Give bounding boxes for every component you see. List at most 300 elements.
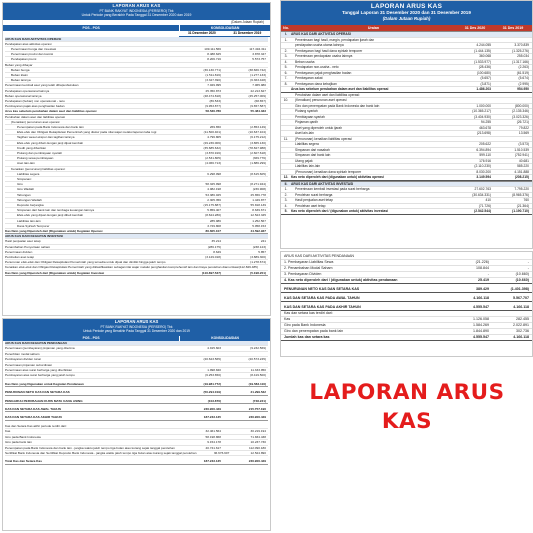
row-value-current: (2.542.544) — [474, 209, 491, 213]
row-value-prior: (1.317.166) — [512, 59, 529, 64]
row-value-current — [456, 38, 494, 43]
row-value-current: 463.678 — [479, 125, 491, 130]
row-label: Pembayaran bagi hasil dana syirkah temporer — [295, 48, 363, 53]
row-value-current: 7.029.995 — [207, 83, 221, 88]
row-label: Perubahan dalam aset dan liabilitas operasi — [5, 114, 66, 119]
unit-note: (Dalam Jutaan Rupiah) — [382, 16, 431, 21]
row-value-current: 6.298.098 — [207, 171, 221, 176]
row-number — [281, 126, 291, 131]
row-label: Giro dan penempatan pada bank lain — [284, 329, 344, 333]
row-label: Simpanan dari nasabah — [295, 147, 330, 152]
row-value-current: 32.461.564 — [205, 429, 221, 434]
row-label: Efek-efek yang dijual dengan janji dibeli kembali — [17, 213, 83, 218]
cash-flow-statement-bri-part1 — [2, 2, 271, 316]
row-value-current — [456, 98, 494, 103]
column-year-1: 31 Des 2020 — [464, 26, 486, 30]
row-value-current: (2.531.805) — [205, 156, 221, 161]
row-value-prior: 4.166.118 — [513, 335, 529, 339]
row-label: Pembayaran pajak penghasilan badan — [295, 70, 352, 75]
row-value-prior: (3.889.300) — [250, 255, 266, 260]
row-number: 7. — [284, 76, 288, 80]
row-value-prior: 112.090.180 — [249, 445, 266, 450]
row-value-current: 187.233.135 — [203, 415, 221, 420]
row-label: Giro Wadiah — [17, 187, 35, 192]
row-value-prior: (800.000) — [514, 103, 529, 108]
row-value-prior: 4.151.888 — [514, 169, 529, 174]
row-label: Pembayaran zakat — [295, 76, 323, 80]
row-value-prior: (752.941) — [514, 153, 529, 157]
row-value-current: 8.030.200 — [476, 169, 491, 174]
row-label: Tabungan — [17, 192, 31, 197]
row-value-prior: (61.519) — [516, 70, 529, 75]
row-label: Tabungan Wadiah — [17, 197, 42, 202]
row-value-prior: (68.657) — [254, 98, 266, 103]
statement-date: Tanggal Laporan 31 Desember 2020 dan 31 Desember 2019 — [342, 10, 471, 15]
row-label: Jumlah kas dan setara kas — [284, 335, 330, 339]
row-value-prior: (208.215) — [514, 175, 529, 179]
row-value-current: 53.386.025 — [205, 192, 221, 197]
row-number: II. — [284, 181, 288, 186]
statement-rows — [3, 37, 270, 276]
row-value-current: (20.623.565) — [203, 357, 221, 362]
row-number — [281, 170, 291, 175]
row-label: Kredit yang diberikan — [17, 145, 47, 150]
row-label: Penerimaan provisi dan komisi — [11, 52, 54, 57]
row-value-prior: 71.834.438 — [250, 434, 266, 439]
column-year-2: 31 Desember 2019 — [233, 30, 262, 35]
row-value-current: 360.068 — [479, 54, 491, 58]
row-value-current: 6.394.894 — [476, 147, 491, 152]
row-value-prior: 1.449.877 — [252, 197, 266, 202]
total-row — [5, 271, 268, 276]
row-value-prior: (6.363.428) — [250, 78, 266, 83]
row-value-current: (1.444.135) — [474, 48, 491, 53]
row-label: Penerimaan kembali investasi pada surat berharga — [295, 187, 370, 191]
row-value-prior — [492, 254, 532, 259]
row-label: Penerimaan kembali aset yang telah dihapusbukukan — [5, 83, 79, 88]
row-value-current: 1.998.840 — [207, 368, 221, 373]
row-value-current — [456, 93, 494, 98]
row-value-prior: (10.637.104) — [248, 130, 266, 135]
row-value-prior: 954.950 — [517, 87, 529, 91]
row-value-current — [180, 424, 224, 428]
column-desc: POS - POS — [3, 25, 179, 31]
row-label: Pinjaman qardh — [295, 120, 319, 124]
row-number — [281, 148, 291, 153]
row-label: Arus kas sebelum perubahan dalam aset dan liabilitas operasi — [291, 87, 389, 91]
row-value-current: 40.741.617 — [205, 445, 221, 450]
row-value-prior: (1.277.133) — [250, 72, 266, 77]
row-value-current: (100.680) — [476, 70, 491, 75]
column-desc: Uraian — [367, 26, 380, 30]
row-value-current: 4.555.547 — [473, 305, 489, 309]
row-label: Aset lain-lain — [295, 131, 314, 135]
row-value-current: 1.000.000 — [476, 103, 491, 108]
row-value-current: 86.605.107 — [205, 229, 221, 234]
row-value-current: (3.871) — [480, 81, 491, 86]
row-value-current: 25.419 — [478, 278, 489, 282]
row-number: 10. — [283, 98, 289, 102]
row-number: 3. — [284, 54, 288, 58]
row-label: Giro pada Bank Indonesia — [5, 434, 41, 439]
row-value-prior: 11.333.950 — [250, 368, 266, 373]
row-value-prior: 760 — [523, 198, 529, 202]
row-number: 1. — [284, 37, 288, 42]
row-label: Pembiayaan syariah — [295, 114, 325, 119]
overlay-title — [282, 378, 532, 436]
row-number: 5. — [284, 209, 288, 213]
row-value-current: 4.915.603 — [207, 346, 221, 351]
row-value-prior: 10.237.730 — [250, 440, 266, 445]
row-label: Penempatan pada Bank Indonesia dan bank lain - jangka waktu jatuh tempo tiga bulan atau kurang sejak tanggal perolehan — [5, 445, 175, 450]
row-label: KAS DAN SETARA KAS PADA AKHIR TAHUN — [284, 305, 361, 309]
row-number — [281, 131, 291, 136]
row-value-current: 27.602.763 — [474, 187, 491, 191]
row-number — [281, 159, 291, 164]
row-label: PENURUNAN NETO KAS DAN SETARA KAS — [284, 287, 360, 291]
row-value-prior — [224, 341, 268, 345]
row-value-current: 4.796.805 — [207, 135, 221, 140]
row-value-current: (86.533) — [209, 98, 221, 103]
row-value-prior: (10.660) — [515, 272, 529, 276]
row-value-prior: 40.681 — [518, 158, 529, 163]
row-value-prior: 13.569 — [518, 131, 529, 135]
row-label: Tagihan wesel ekspor dan tagihan lainnya — [17, 135, 75, 140]
total-row — [281, 335, 532, 341]
row-value-current — [180, 352, 224, 356]
row-value-prior — [492, 311, 532, 316]
row-label: Beban yang dibayar — [5, 62, 33, 67]
row-value-current: (103.876) — [207, 398, 221, 403]
row-label: Hasil penjualan aset tetap — [5, 239, 41, 244]
row-label: PENGARUH PERUBAHAN KURS MATA UANG ASING — [5, 398, 83, 403]
row-value-current: 25.350.873 — [205, 88, 221, 93]
row-value-prior: (9.232.569) — [250, 346, 266, 351]
row-label: Giro pada bank lain — [5, 440, 32, 445]
row-label: Penerimaan pinjaman subordinasi — [5, 362, 52, 367]
row-number: 1. — [284, 187, 288, 191]
row-label: (Penurunan) kenaikan dana syirkah temporer — [295, 169, 362, 174]
row-value-prior: (369.776) — [252, 156, 266, 161]
row-value-prior: (2.135.346) — [512, 109, 529, 113]
row-value-current: 1.486.203 — [476, 87, 491, 91]
row-label: Liabilitas segera — [295, 142, 319, 146]
row-value-prior: 585.220 — [517, 164, 529, 168]
row-label: ARUS KAS DARI AKTIVITAS OPERASI — [5, 36, 62, 41]
row-label: (Penurunan) kenaikan liabilitas operasi — [295, 136, 352, 141]
row-value-prior: (8.965.376) — [512, 192, 529, 197]
row-value-current: 410 — [485, 198, 491, 202]
row-value-prior: (2.607.618) — [250, 150, 266, 155]
row-label: KAS DAN SETARA KAS AKHIR TAHUN — [5, 415, 62, 420]
row-value-current: 5.859.407 — [207, 208, 221, 213]
row-label: Kas dan Setara Kas akhir periode terdiri dari: — [5, 423, 67, 428]
row-label: (Kenaikan) penurunan aset operasi: — [11, 119, 61, 124]
row-label: Penerimaan atas surat berharga yang diterbitkan — [5, 368, 73, 373]
row-value-prior: (19.583.116) — [248, 381, 266, 386]
row-value-prior: 236.906.429 — [248, 415, 266, 420]
row-label: Beban operasional lainnya — [5, 93, 42, 98]
row-number: 2. — [284, 48, 288, 53]
row-value-current: (5.657) — [480, 76, 491, 80]
row-number: 3. — [284, 198, 288, 202]
row-value-current: (4.066.713) — [205, 161, 221, 166]
row-value-prior: 5.058.153 — [252, 223, 266, 228]
row-label: Perubahan dalam aset dan liabilitas operasi: — [295, 92, 360, 97]
row-value-current — [456, 32, 494, 37]
row-value-current: 3.729.808 — [207, 223, 221, 228]
row-number — [281, 142, 291, 147]
row-value-prior: 4.166.118 — [513, 305, 529, 309]
row-label: Pembayaran pajak atas penghasilan badan — [5, 104, 65, 109]
row-value-current: (286.175) — [207, 244, 221, 249]
row-value-prior: (8.419.500) — [250, 373, 266, 378]
row-label: 3. Pembayaran Dividen — [284, 272, 322, 276]
row-label: Liabilitas lain-lain — [17, 218, 41, 223]
row-label: Deposito berjangka — [17, 203, 44, 207]
row-value-prior: (2.263) — [518, 65, 529, 69]
row-value-current: (15.175.887) — [203, 203, 221, 207]
row-value-prior: 236.906.429 — [248, 459, 266, 464]
row-number: 4. — [284, 59, 288, 64]
row-label: Pembayaran dividen tunai — [5, 357, 41, 362]
row-value-prior: 12.524.890 — [250, 450, 266, 455]
row-number: I. — [285, 32, 287, 36]
row-label: Penerimaan (pembayaran) pinjaman yang diterima — [5, 346, 75, 351]
row-value-current: (21.226) — [475, 260, 489, 264]
row-label: Penambahan Penyertaan saham — [5, 244, 51, 249]
row-value-prior — [224, 424, 268, 428]
row-value-prior: 3.878.347 — [252, 52, 266, 57]
row-value-prior: (26.721) — [516, 120, 529, 124]
row-label: Piutang sewa pembiayaan — [17, 156, 54, 161]
statement-period: Untuk Periode yang Berakhir Pada Tanggal 31 Desember 2020 dan 2019 — [81, 13, 192, 17]
row-value-prior: 7.065.980 — [252, 83, 266, 88]
company-name: PT BANK RAKYAT INDONESIA (PERSERO) Tbk — [100, 324, 173, 329]
row-value-current — [452, 254, 492, 259]
row-value-prior: 55.484.333 — [250, 109, 266, 114]
row-number — [281, 93, 291, 98]
row-value-prior — [494, 137, 532, 142]
row-label: PENURUNAN NETO KAS DAN SETARA KAS — [5, 390, 70, 395]
row-value-current: 58.536.786 — [205, 109, 221, 114]
column-desc: POS - POS — [3, 336, 179, 342]
row-value-prior: 7.795.220 — [514, 187, 529, 191]
row-value-current: (3.870.916) — [205, 150, 221, 155]
row-number: 4. — [284, 203, 288, 208]
column-no: No. — [283, 26, 289, 30]
row-value-current: (11.500.401) — [203, 130, 221, 135]
row-number: 5. — [284, 65, 288, 69]
row-value-current: (35.685.632) — [203, 145, 221, 150]
row-value-prior — [224, 352, 268, 356]
statement-header — [281, 1, 532, 25]
row-value-prior: (748.221) — [252, 398, 266, 403]
row-number — [281, 104, 291, 109]
row-label: Pembelian aset tetap — [5, 255, 35, 260]
statement-title: LAPORAN ARUS KAS — [112, 3, 161, 8]
row-value-current: (50.294.019) — [203, 390, 221, 395]
row-value-current: 1.126.058 — [473, 317, 489, 321]
row-value-prior: (3.573) — [518, 142, 529, 146]
row-label: Giro pada Bank Indonesia — [284, 323, 326, 327]
row-value-current: 9.154.178 — [207, 440, 221, 445]
row-value-prior: (5.198.201) — [250, 270, 266, 275]
column-value: KONSOLIDASIAN — [179, 336, 270, 342]
row-value-prior: 3.370.839 — [514, 43, 529, 47]
statement-title: LAPORAN ARUS KAS — [114, 319, 159, 324]
row-value-prior: (38.666.742) — [248, 67, 266, 72]
row-label: Simpanan: — [17, 176, 32, 181]
row-label: ARUS KAS DARI KEGIATAN PENDANAAN — [5, 341, 67, 345]
row-value-current: 108.844 — [476, 266, 489, 270]
row-value-current: 236.906.429 — [203, 407, 221, 412]
row-label: Beban bunga — [11, 67, 30, 72]
row-number — [281, 87, 291, 92]
row-number — [281, 115, 291, 120]
row-value-prior: (78.827.988) — [248, 145, 266, 150]
overlay-title-line-1: LAPORAN ARUS — [309, 380, 505, 405]
row-value-current: 4.244.055 — [476, 43, 491, 47]
row-value-prior: 2.022.891 — [513, 323, 529, 327]
row-label: Kas Neto yang Digunakan untuk Kegiatan Pendanaan — [5, 381, 84, 386]
row-number — [281, 153, 291, 158]
row-label: KAS DAN SETARA KAS AWAL TAHUN — [5, 407, 61, 412]
row-label: Beban usaha — [295, 59, 315, 64]
row-label: KAS DAN SETARA KAS PADA AWAL TAHUN — [284, 296, 360, 300]
row-value-prior: (1.278.674) — [250, 260, 266, 265]
row-label: Pendapatan non-usaha - neto — [295, 65, 339, 69]
row-value-prior: (1.190.710) — [512, 209, 529, 213]
total-row — [281, 209, 532, 215]
row-value-current: 187.233.135 — [203, 459, 221, 464]
row-value-current: 205.622 — [479, 142, 491, 146]
row-label: Penerbitan modal saham — [5, 351, 40, 356]
row-value-prior: (238.123) — [252, 244, 266, 249]
row-value-current: (19.981.772) — [203, 381, 221, 386]
row-value-current: 8.206.716 — [207, 57, 221, 62]
row-value-prior: 5.567.707 — [513, 296, 529, 300]
row-value-prior: 22.213.627 — [250, 88, 266, 93]
row-value-current: (10.365.217) — [472, 109, 491, 113]
row-number: 11. — [283, 136, 289, 141]
row-label: (Kenaikan) penurunan aset operasi — [295, 98, 347, 102]
column-year-2: 31 Des 2019 — [502, 26, 524, 30]
statement-header — [3, 319, 270, 336]
row-label: Liabilitas segera — [17, 171, 40, 176]
row-value-current: 1.584.269 — [473, 323, 489, 327]
row-label: Hasil penjualan aset tetap — [295, 198, 333, 202]
row-value-prior — [494, 182, 532, 187]
row-label: Total Kas dan Setara Kas — [5, 459, 42, 464]
row-value-current: 599.110 — [479, 153, 491, 157]
row-number — [281, 109, 291, 114]
row-value-current: (1.511.816) — [205, 72, 221, 77]
row-label: Piutang dan pembiayaan syariah — [17, 150, 63, 155]
row-value-current: 109.111.566 — [204, 46, 221, 51]
statement-rows — [281, 254, 532, 341]
row-value-prior: 25.656.778 — [250, 192, 266, 197]
row-value-prior: 117.494.311 — [249, 46, 266, 51]
row-value-current: 389.429 — [476, 287, 489, 291]
cash-flow-statement-syariah-part1 — [280, 0, 533, 249]
row-value-current: 4.555.547 — [473, 335, 489, 339]
row-value-prior: (8.615.605) — [250, 171, 266, 176]
row-value-prior — [494, 93, 532, 98]
row-label: Kas neto diperoleh dari / (digunakan untuk) aktivitas investasi — [291, 209, 389, 213]
row-value-current: 8.488.625 — [207, 52, 221, 57]
row-label: 2. Penambahan Modal Saham — [284, 266, 333, 270]
unit-note: (Dalam Jutaan Rupiah) — [231, 19, 264, 24]
row-value-prior — [224, 363, 268, 367]
row-value-prior: (1.401.398) — [510, 287, 529, 291]
row-value-prior: 282.455 — [516, 317, 529, 321]
row-number: 6. — [284, 70, 288, 75]
overlay-title-line-2: KAS — [381, 409, 433, 434]
row-number — [281, 164, 291, 169]
row-value-prior: (236.908) — [252, 187, 266, 192]
row-label: Penerimaan pendapatan usaha lainnya — [295, 54, 353, 58]
row-number — [281, 120, 291, 125]
row-number — [281, 43, 291, 48]
row-value-current: 1.844.890 — [473, 329, 489, 333]
row-label: Penerimaan bagi hasil, margin, pendapatan ijarah dan — [295, 37, 375, 42]
row-value-current: (116.897.537) — [201, 270, 221, 275]
total-row — [5, 459, 268, 464]
row-value-current: 35.214 — [211, 239, 221, 244]
row-value-current: (3.327.390) — [205, 78, 221, 83]
row-value-current: (9.953.877) — [205, 104, 221, 109]
statement-header — [3, 3, 270, 20]
row-value-current: 176.916 — [479, 158, 491, 163]
row-value-current: 36.676.907 — [213, 450, 230, 455]
row-value-prior: (45.257.009) — [248, 93, 266, 98]
row-label: Penerimaan bunga dan investasi — [11, 46, 57, 51]
row-value-current: (2.110.230) — [474, 164, 491, 168]
row-value-prior: (2.853.149) — [250, 124, 266, 129]
statement-title: LAPORAN ARUS KAS — [370, 3, 443, 10]
row-label: Pendapatan operasional lainnya — [5, 88, 50, 93]
row-value-prior: - — [527, 266, 529, 270]
row-label: Simpanan dari bank lain dan lembaga keuangan lainnya — [17, 208, 95, 213]
row-value-prior: 12.523.345 — [250, 213, 266, 218]
row-value-prior: (8.271.944) — [250, 182, 266, 187]
row-value-current: 58.325.998 — [205, 182, 221, 187]
row-value-current: 269.650 — [209, 124, 221, 129]
row-value-prior: 44.592.937 — [250, 229, 266, 234]
row-value-prior: (3.865.130) — [250, 140, 266, 145]
row-label: Perolehan surat berharga — [295, 192, 333, 197]
row-value-current — [456, 137, 494, 142]
row-label: Kas Neto yang Diperoleh dari (Digunakan untuk) Kegiatan Operasi — [5, 229, 103, 234]
row-label: ARUS KAS DARI AKTIVITAS INVESTASI — [291, 181, 354, 186]
column-value: KONSOLIDASIAN — [179, 25, 270, 31]
row-value-prior: 215.757.196 — [248, 407, 266, 412]
row-label: Beban klaim — [11, 72, 29, 77]
row-label: Pembayaran dana kebajikan — [295, 81, 337, 86]
row-value-current: 4.082.198 — [207, 187, 221, 192]
row-label: Efek-efek dan Obligasi Rekapitulasi Pemerintah yang diukur pada nilai wajar melalui laporan laba rugi — [17, 130, 157, 135]
row-label: 1. Pembayaran Liabilitas Sewa — [284, 260, 334, 264]
column-header — [281, 25, 532, 31]
row-label: Penerimaan dividen — [5, 249, 33, 254]
row-value-prior: 5.573.757 — [252, 57, 266, 62]
row-label: Penempatan pada Bank Indonesia dan bank lain — [17, 124, 84, 129]
row-label: Kas — [284, 317, 291, 321]
row-value-current: (28.436) — [478, 65, 491, 69]
row-value-prior: 30.219.194 — [250, 429, 266, 434]
row-value-current — [452, 311, 492, 316]
